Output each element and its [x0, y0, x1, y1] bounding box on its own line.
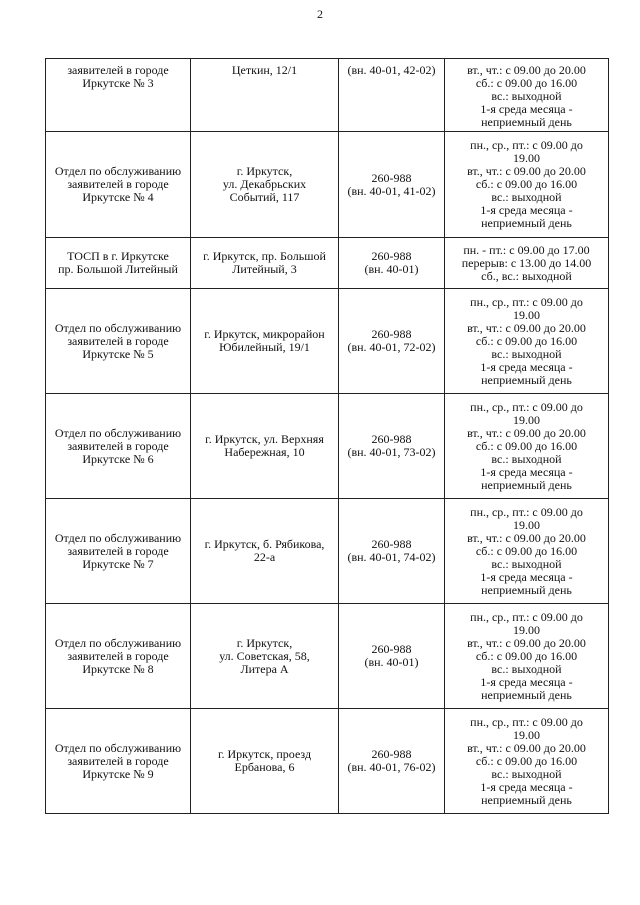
- office-hours-cell: пн., ср., пт.: с 09.00 до 19.00 вт., чт.: с 09.00 до 20.00 сб.: с 09.00 до 16.00 вс.: выходной 1-я среда месяца - неприемный день: [445, 132, 609, 238]
- office-name-cell: ТОСП в г. Иркутске пр. Большой Литейный: [46, 238, 191, 289]
- office-hours-cell: пн., ср., пт.: с 09.00 до 19.00 вт., чт.: с 09.00 до 20.00 сб.: с 09.00 до 16.00 вс.: выходной 1-я среда месяца - неприемный день: [445, 604, 609, 709]
- table-row: [46, 238, 609, 289]
- office-address-cell: г. Иркутск, микрорайон Юбилейный, 19/1: [191, 289, 339, 394]
- office-hours-cell: пн., ср., пт.: с 09.00 до 19.00 вт., чт.: с 09.00 до 20.00 сб.: с 09.00 до 16.00 вс.: выходной 1-я среда месяца - неприемный день: [445, 709, 609, 814]
- office-address-cell: г. Иркутск, ул. Декабрьских Событий, 117: [191, 132, 339, 238]
- page-number: 2: [317, 7, 323, 21]
- office-name-cell: заявителей в городе Иркутске № 3: [46, 59, 191, 132]
- office-phone-cell: (вн. 40-01, 42-02): [339, 59, 445, 132]
- table-row: [46, 499, 609, 604]
- office-name-cell: Отдел по обслуживанию заявителей в городе Иркутске № 7: [46, 499, 191, 604]
- office-hours-cell: пн., ср., пт.: с 09.00 до 19.00 вт., чт.: с 09.00 до 20.00 сб.: с 09.00 до 16.00 вс.: выходной 1-я среда месяца - неприемный день: [445, 499, 609, 604]
- office-phone-cell: 260-988 (вн. 40-01, 74-02): [339, 499, 445, 604]
- office-name-cell: Отдел по обслуживанию заявителей в городе Иркутске № 9: [46, 709, 191, 814]
- office-phone-cell: 260-988 (вн. 40-01, 76-02): [339, 709, 445, 814]
- office-name-cell: Отдел по обслуживанию заявителей в городе Иркутске № 8: [46, 604, 191, 709]
- table-row: [46, 132, 609, 238]
- office-address-cell: Цеткин, 12/1: [191, 59, 339, 132]
- office-hours-cell: вт., чт.: с 09.00 до 20.00 сб.: с 09.00 до 16.00 вс.: выходной 1-я среда месяца - неприемный день: [445, 59, 609, 132]
- office-address-cell: г. Иркутск, б. Рябикова, 22-а: [191, 499, 339, 604]
- table-row: [46, 59, 609, 132]
- office-address-cell: г. Иркутск, ул. Верхняя Набережная, 10: [191, 394, 339, 499]
- office-name-cell: Отдел по обслуживанию заявителей в городе Иркутске № 4: [46, 132, 191, 238]
- office-phone-cell: 260-988 (вн. 40-01, 73-02): [339, 394, 445, 499]
- office-hours-cell: пн. - пт.: с 09.00 до 17.00 перерыв: с 13.00 до 14.00 сб., вс.: выходной: [445, 238, 609, 289]
- table-row: [46, 604, 609, 709]
- offices-table: [45, 58, 609, 814]
- office-phone-cell: 260-988 (вн. 40-01, 72-02): [339, 289, 445, 394]
- office-phone-cell: 260-988 (вн. 40-01): [339, 604, 445, 709]
- office-address-cell: г. Иркутск, пр. Большой Литейный, 3: [191, 238, 339, 289]
- table-row: [46, 709, 609, 814]
- office-phone-cell: 260-988 (вн. 40-01): [339, 238, 445, 289]
- office-hours-cell: пн., ср., пт.: с 09.00 до 19.00 вт., чт.: с 09.00 до 20.00 сб.: с 09.00 до 16.00 вс.: выходной 1-я среда месяца - неприемный день: [445, 394, 609, 499]
- table-row: [46, 289, 609, 394]
- office-address-cell: г. Иркутск, ул. Советская, 58, Литера А: [191, 604, 339, 709]
- office-name-cell: Отдел по обслуживанию заявителей в городе Иркутске № 5: [46, 289, 191, 394]
- office-phone-cell: 260-988 (вн. 40-01, 41-02): [339, 132, 445, 238]
- office-hours-cell: пн., ср., пт.: с 09.00 до 19.00 вт., чт.: с 09.00 до 20.00 сб.: с 09.00 до 16.00 вс.: выходной 1-я среда месяца - неприемный день: [445, 289, 609, 394]
- table-row: [46, 394, 609, 499]
- office-address-cell: г. Иркутск, проезд Ербанова, 6: [191, 709, 339, 814]
- office-name-cell: Отдел по обслуживанию заявителей в городе Иркутске № 6: [46, 394, 191, 499]
